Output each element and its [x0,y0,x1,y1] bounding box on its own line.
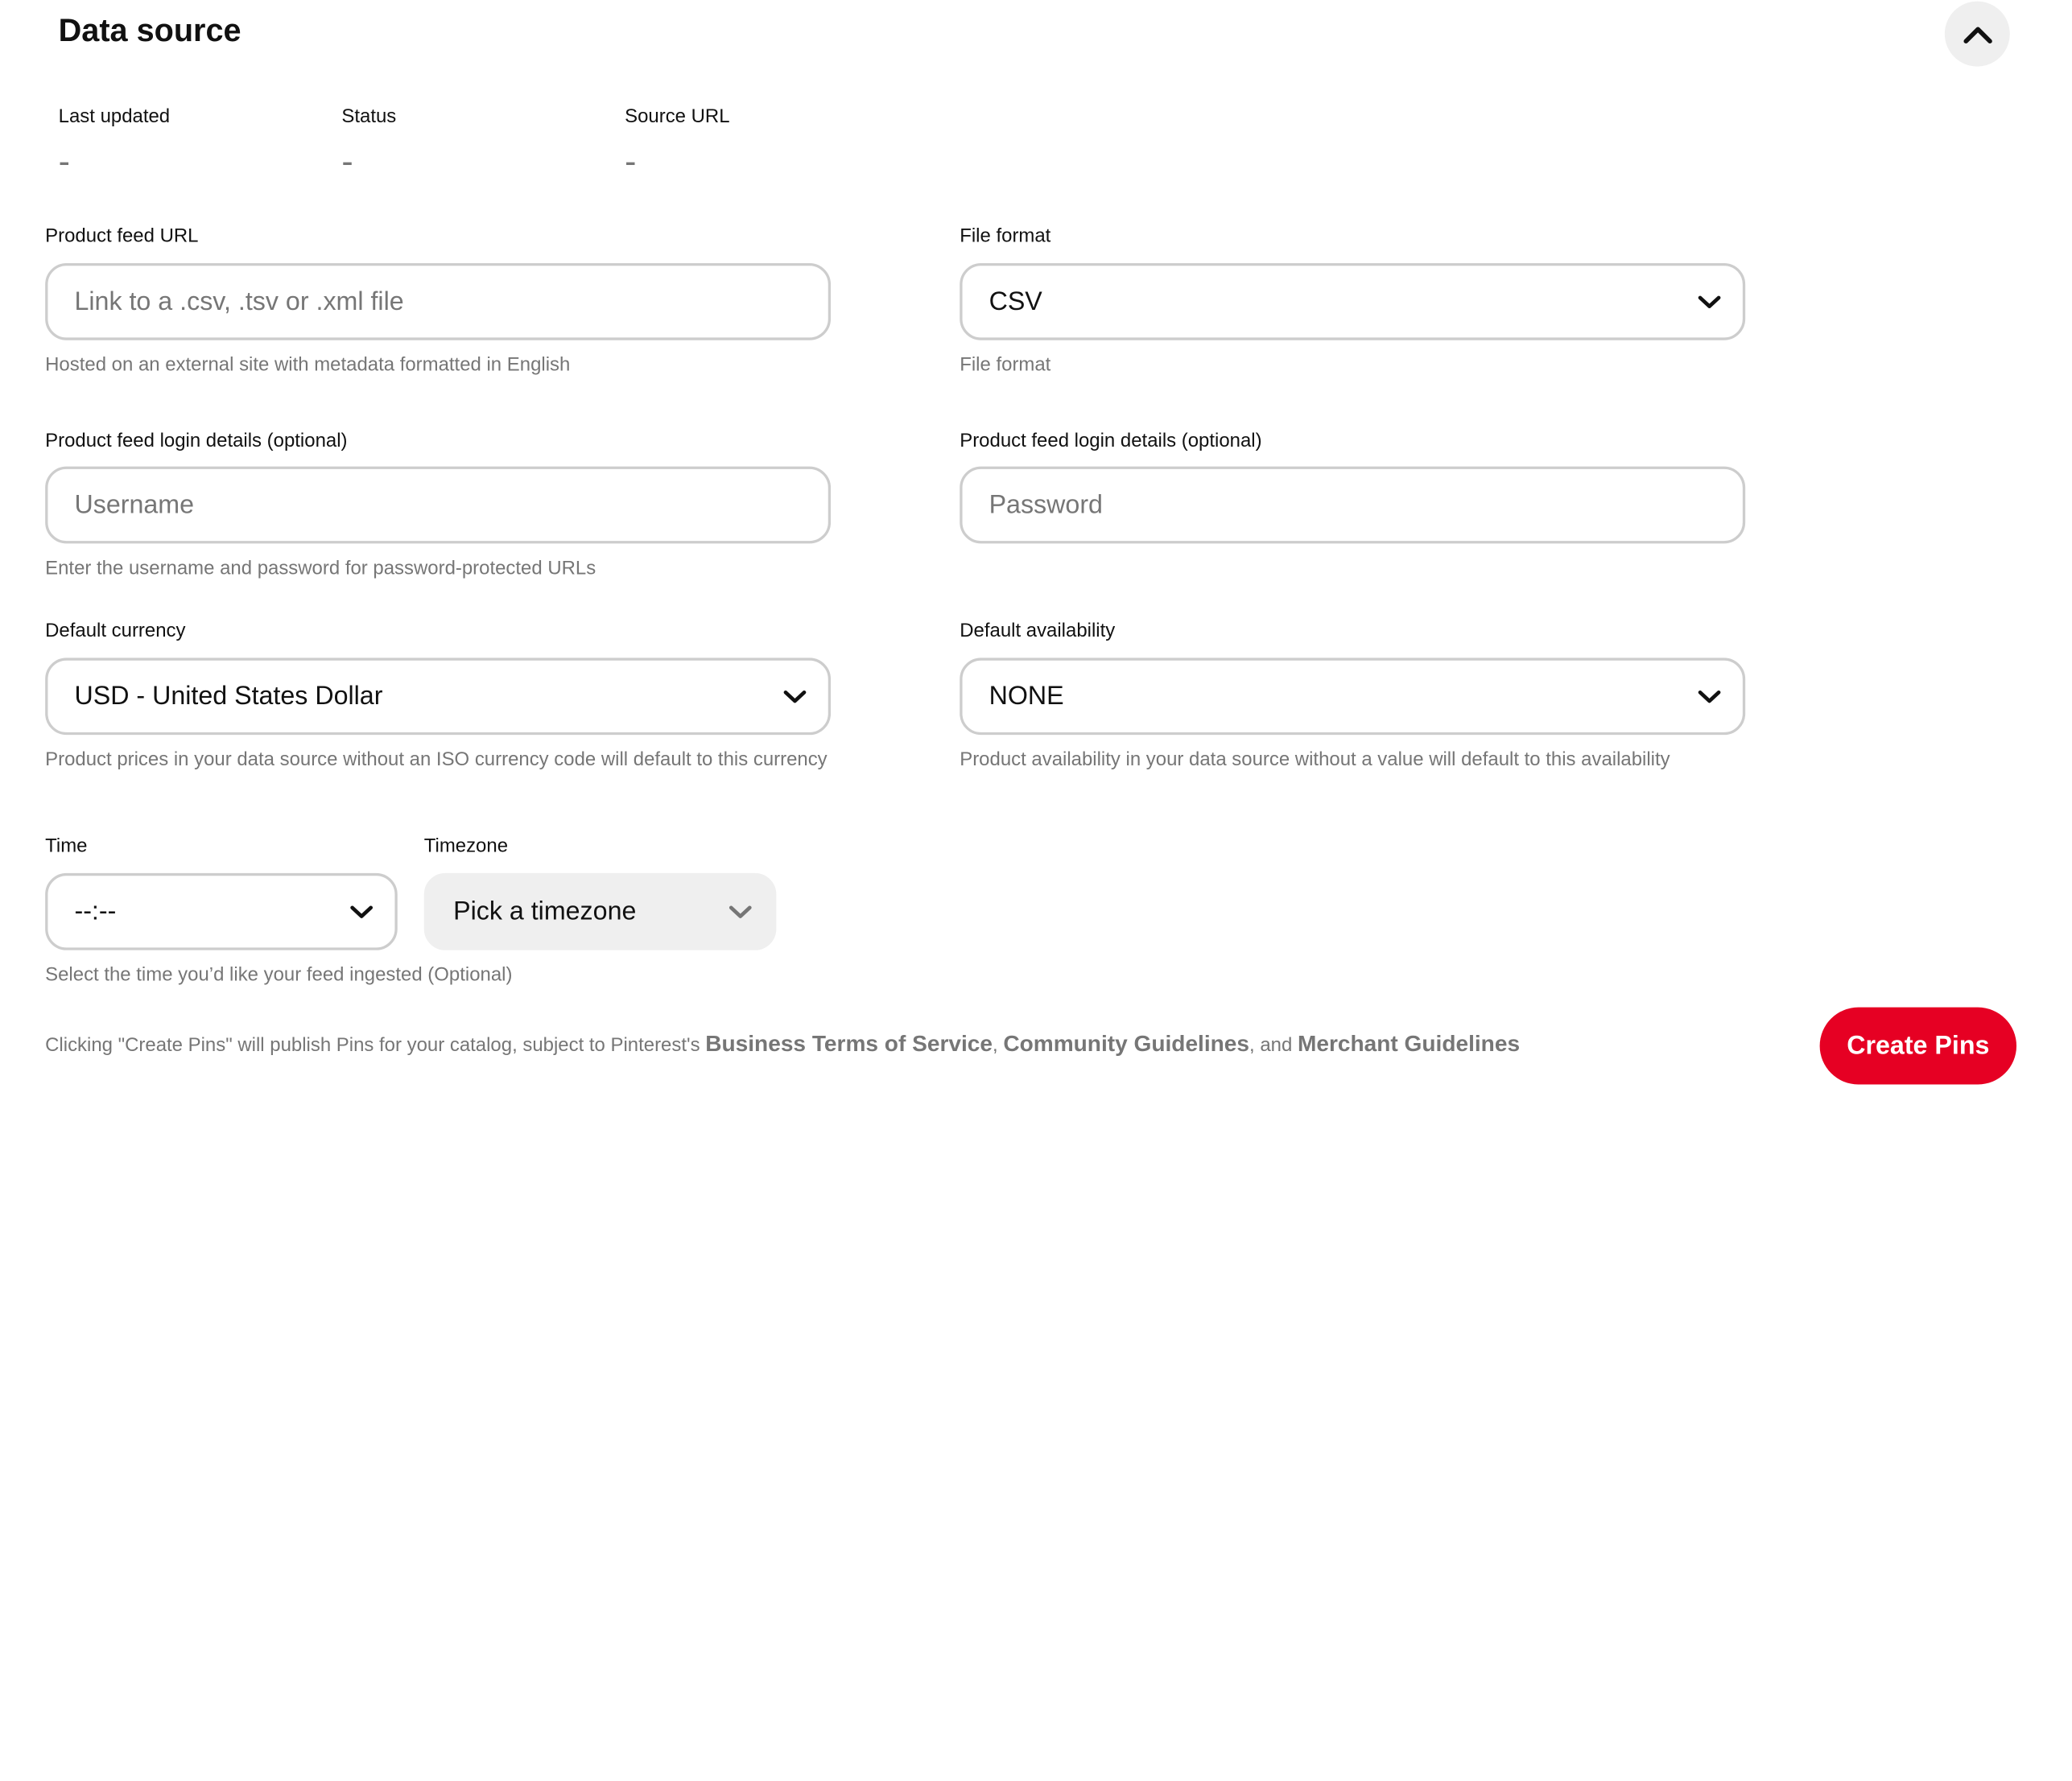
chevron-down-icon [783,688,807,704]
legal-separator: , and [1249,1035,1298,1057]
default-availability-label: Default availability [960,620,1116,642]
product-feed-url-input[interactable] [45,263,831,340]
product-feed-url-help: Hosted on an external site with metadata formatted in English [45,354,571,377]
chevron-down-icon [1698,688,1722,704]
file-format-value: CSV [989,286,1042,316]
legal-separator: , [993,1035,1004,1057]
default-currency-value: USD - United States Dollar [74,681,383,711]
default-currency-label: Default currency [45,620,186,642]
time-help: Select the time you’d like your feed ingested (Optional) [45,964,513,987]
default-currency-select[interactable] [45,658,831,735]
file-format-help: File format [960,354,1051,377]
default-availability-select[interactable] [960,658,1745,735]
chevron-down-icon [349,904,374,920]
default-currency-help: Product prices in your data source without an ISO currency code will default to this currency [45,749,828,771]
status-label: Status [341,106,397,128]
username-input[interactable] [45,467,831,544]
time-label: Time [45,835,88,858]
legal-text: Clicking "Create Pins" will publish Pins for your catalog, subject to Pinterest's [45,1035,706,1057]
chevron-down-icon [729,904,753,920]
source-url-label: Source URL [625,106,730,128]
default-availability-help: Product availability in your data source without a value will default to this availability [960,749,1670,771]
login-details-help: Enter the username and password for password-protected URLs [45,558,596,579]
status-value: - [341,141,353,181]
merchant-guidelines-link[interactable]: Merchant Guidelines [1297,1031,1521,1057]
legal-notice [45,1031,1520,1057]
file-format-select[interactable] [960,263,1745,340]
timezone-value: Pick a timezone [453,896,637,926]
product-feed-url-label: Product feed URL [45,225,199,248]
last-updated-label: Last updated [58,106,171,128]
collapse-button[interactable] [1945,2,2010,67]
timezone-label: Timezone [423,835,509,858]
business-terms-link[interactable]: Business Terms of Service [705,1031,993,1057]
section-title: Data source [58,13,241,50]
timezone-select[interactable] [424,873,777,950]
time-value: --:-- [74,896,117,926]
username-placeholder: Username [74,489,195,519]
file-format-label: File format [960,225,1051,248]
product-feed-url-placeholder: Link to a .csv, .tsv or .xml file [74,286,404,316]
source-url-value: - [625,141,637,181]
chevron-up-icon [1963,25,1992,43]
time-select[interactable] [45,873,398,950]
default-availability-value: NONE [989,681,1064,711]
chevron-down-icon [1698,294,1722,310]
password-placeholder: Password [989,489,1103,519]
community-guidelines-link[interactable]: Community Guidelines [1003,1031,1250,1057]
create-pins-button[interactable]: Create Pins [1820,1008,2016,1085]
last-updated-value: - [58,141,70,181]
login-details-label: Product feed login details (optional) [45,431,348,452]
login-details-password-label: Product feed login details (optional) [960,431,1262,452]
password-input[interactable] [960,467,1745,544]
